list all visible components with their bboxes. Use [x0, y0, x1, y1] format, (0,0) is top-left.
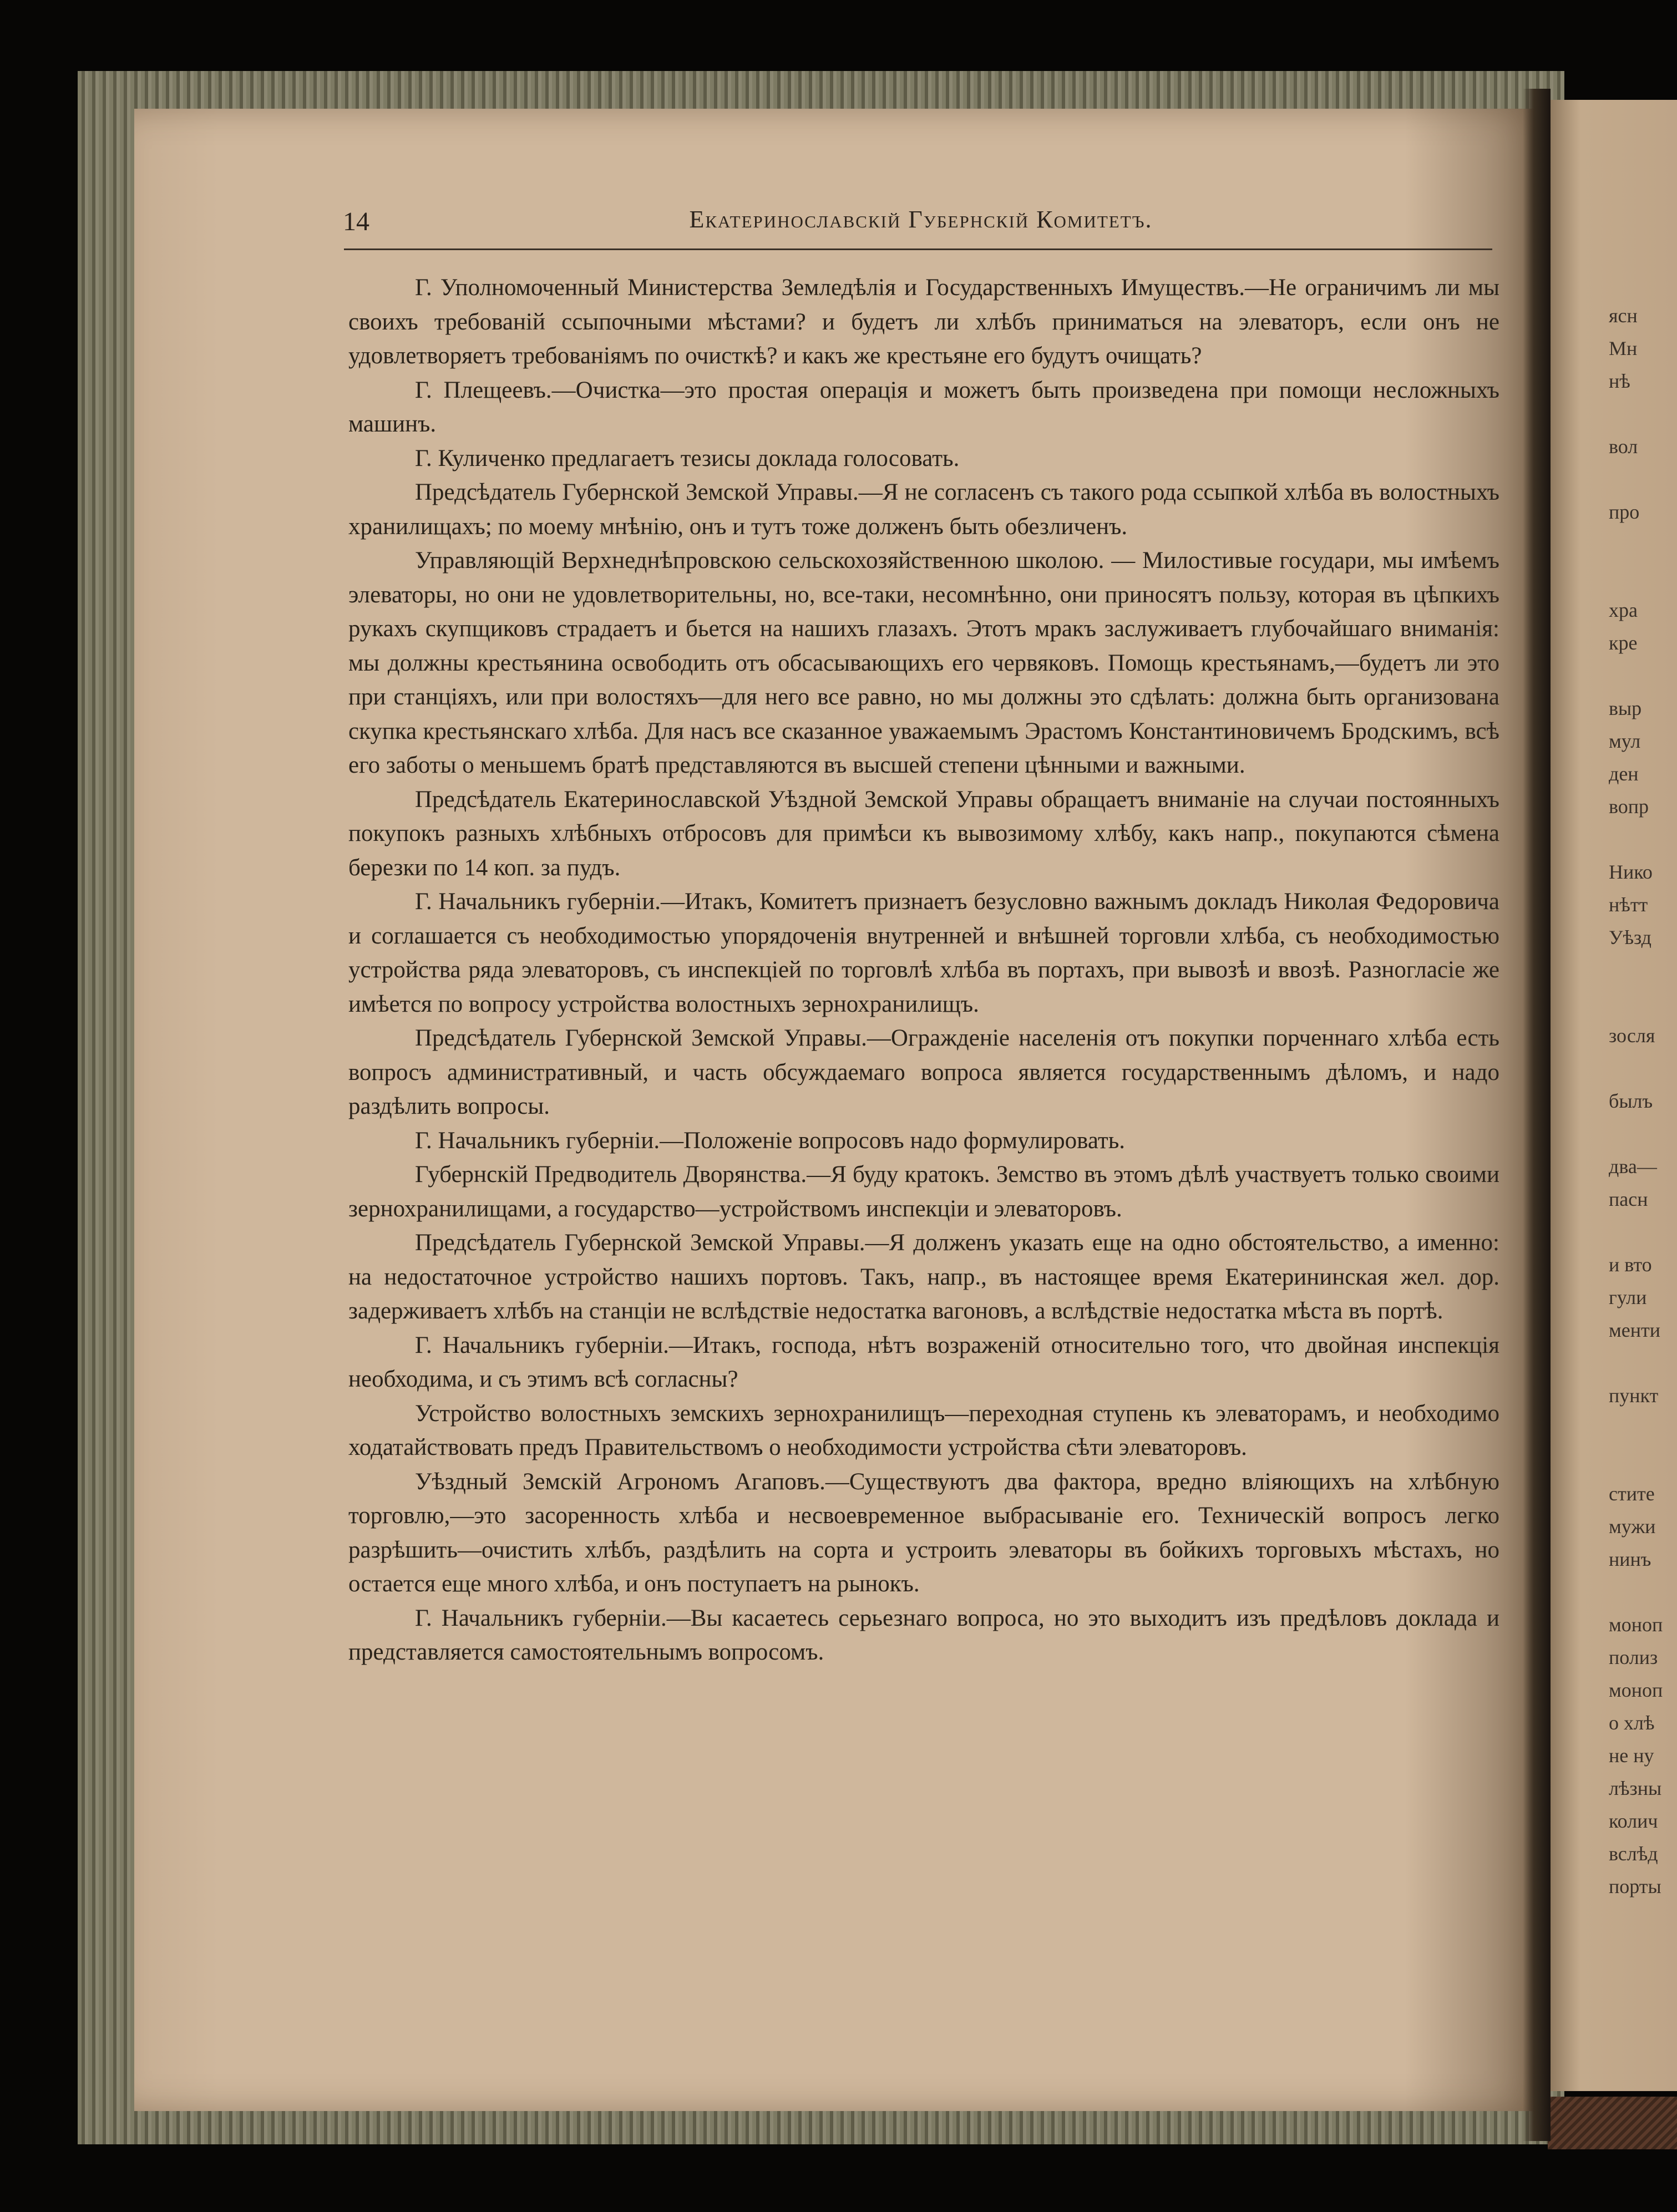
adjacent-page-fragment — [1609, 529, 1675, 561]
adjacent-page-fragment: полиз — [1609, 1646, 1658, 1668]
adjacent-page-fragment: мул — [1609, 730, 1641, 752]
paragraph: Г. Начальникъ губерніи.—Итакъ, Комитетъ признаетъ безусловно важнымъ докладъ Николая Федоровича и соглашается съ необходимостью упорядоченія внутренней и внѣшней торговли хлѣба, съ необходимостью устройства ряда элеваторовъ, съ инспекціей по торговлѣ хлѣба въ портахъ, при вывозѣ и ввозѣ. Разногласіе же имѣется по вопросу устройства волостныхъ зернохранилищъ. — [348, 889, 1499, 1017]
adjacent-page-fragment: колич — [1609, 1810, 1658, 1832]
adjacent-page-fragment: зосля — [1609, 1024, 1655, 1047]
adjacent-page-fragment — [1609, 1412, 1675, 1445]
header-rule — [344, 248, 1492, 250]
adjacent-page-fragment: не ну — [1609, 1744, 1654, 1767]
adjacent-page-fragment — [1609, 823, 1675, 856]
adjacent-page-fragment — [1609, 1347, 1675, 1379]
adjacent-page-fragment: про — [1609, 501, 1640, 523]
adjacent-page-fragment — [1609, 463, 1675, 496]
adjacent-page-fragment — [1609, 1445, 1675, 1478]
adjacent-page-fragment: пункт — [1609, 1384, 1659, 1407]
adjacent-page-fragment: Уѣзд — [1609, 926, 1651, 948]
paragraph: Предсѣдатель Губернской Земской Управы.—Огражденіе населенія отъ покупки порченнаго хлѣба есть вопросъ административный, и часть обсуждаемаго вопроса является государственнымъ дѣломъ, и надо раздѣлить вопросы. — [348, 1025, 1499, 1119]
paragraph: Устройство волостныхъ земскихъ зернохранилищъ—переходная ступень къ элеваторамъ, и необходимо ходатайствовать предъ Правительствомъ о необходимости устройства сѣти элеваторовъ. — [348, 1400, 1499, 1460]
adjacent-page-fragment: пасн — [1609, 1188, 1648, 1210]
adjacent-page-fragment: моноп — [1609, 1679, 1663, 1701]
adjacent-page-fragment: Нико — [1609, 861, 1653, 883]
adjacent-page-fragment: вслѣд — [1609, 1843, 1658, 1865]
paragraph: Г. Куличенко предлагаетъ тезисы доклада голосовать. — [415, 445, 960, 471]
adjacent-page-fragment: нѣтт — [1609, 894, 1648, 916]
running-title: Екатеринославскій Губернскій Комитетъ. — [689, 206, 1153, 233]
adjacent-page-fragment: ден — [1609, 763, 1639, 785]
adjacent-page-fragment — [1609, 1052, 1675, 1085]
adjacent-page-fragment — [1609, 954, 1675, 987]
paragraph: Г. Плещеевъ.—Очистка—это простая операція и можетъ быть произведена при помощи несложныхъ машинъ. — [348, 377, 1499, 437]
adjacent-page-fragment: ясн — [1609, 305, 1638, 327]
adjacent-page-fragment: лѣзны — [1609, 1777, 1662, 1799]
adjacent-page-fragment: былъ — [1609, 1090, 1653, 1112]
adjacent-page-fragment: вол — [1609, 435, 1638, 458]
paragraph: Губернскій Предводитель Дворянства.—Я буду кратокъ. Земство въ этомъ дѣлѣ участвуетъ только своими зернохранилищами, а государство—устройствомъ инспекціи и элеваторовъ. — [348, 1161, 1499, 1222]
adjacent-page-fragment — [1609, 987, 1675, 1019]
paragraph: Уѣздный Земскій Агрономъ Агаповъ.—Существуютъ два фактора, вредно вліяющихъ на хлѣбную торговлю,—это засоренность хлѣба и несвоевременное выбрасываніе его. Техническій вопросъ легко разрѣшить—очистить хлѣбъ, раздѣлить на сорта и устроить элеваторы въ бойкихъ торговыхъ мѣстахъ, но остается еще много хлѣба, и онъ поступаетъ на рынокъ. — [348, 1468, 1499, 1597]
adjacent-page-fragment: о хлѣ — [1609, 1712, 1655, 1734]
adjacent-page-fragment: стите — [1609, 1483, 1655, 1505]
adjacent-page-fragment — [1609, 561, 1675, 594]
paragraph: Г. Уполномоченный Министерства Земледѣлія и Государственныхъ Имуществъ.—Не ограничимъ ли мы своихъ требованій ссыпочными мѣстами? и будетъ ли хлѣбъ приниматься на элеваторъ, если онъ не удовлетворяетъ требованіямъ по очисткѣ? и какъ же крестьяне его будутъ очищать? — [348, 275, 1499, 369]
page-number: 14 — [343, 207, 369, 236]
paragraph: Г. Начальникъ губерніи.—Итакъ, господа, нѣтъ возраженій относительно того, что двойная инспекція необходима, и съ этимъ всѣ согласны? — [348, 1332, 1499, 1392]
paragraph: Г. Начальникъ губерніи.—Вы касаетесь серьезнаго вопроса, но это выходитъ изъ предѣловъ доклада и представляется самостоятельнымъ вопросомъ. — [348, 1605, 1499, 1665]
adjacent-page-fragment: нѣ — [1609, 370, 1630, 392]
adjacent-page-fragment: и вто — [1609, 1254, 1652, 1276]
adjacent-page-fragment: Мн — [1609, 337, 1638, 359]
adjacent-page-fragment — [1609, 659, 1675, 692]
page-gutter-shadow — [1523, 89, 1551, 2141]
adjacent-page-fragment — [1609, 398, 1675, 430]
paragraph: Предсѣдатель Губернской Земской Управы.—Я не согласенъ съ такого рода ссыпкой хлѣба въ волостныхъ хранилищахъ; по моему мнѣнію, онъ и тутъ тоже долженъ быть обезличенъ. — [348, 479, 1499, 540]
adjacent-page-fragment: выр — [1609, 697, 1642, 719]
adjacent-page-fragment: моноп — [1609, 1614, 1663, 1636]
adjacent-page-fragment — [1609, 1216, 1675, 1249]
adjacent-page-fragment: нинъ — [1609, 1548, 1651, 1570]
adjacent-page-fragment — [1609, 1576, 1675, 1609]
paragraph: Предсѣдатель Губернской Земской Управы.—Я долженъ указать еще на одно обстоятельство, а именно: на недостаточное устройство нашихъ портовъ. Такъ, напр., въ настоящее время Екатерининская жел. дор. задерживаетъ хлѣбъ на станціи не вслѣдствіе недостатка вагоновъ, а вслѣдствіе недостатка мѣста въ портѣ. — [348, 1230, 1499, 1324]
paragraph: Г. Начальникъ губерніи.—Положеніе вопросовъ надо формулировать. — [415, 1127, 1126, 1154]
running-header — [344, 205, 1498, 244]
paragraph: Предсѣдатель Екатеринославской Уѣздной Земской Управы обращаетъ вниманіе на случаи постоянныхъ покупокъ разныхъ хлѣбныхъ отбросовъ для примѣси къ вывозимому хлѣбу, какъ напр., покупаются сѣмена березки по 14 коп. за пудъ. — [348, 786, 1499, 881]
page-body — [348, 271, 1499, 1670]
adjacent-page-fragment: кре — [1609, 632, 1638, 654]
adjacent-page-fragment: мужи — [1609, 1515, 1656, 1538]
adjacent-page-fragment — [1609, 1118, 1675, 1150]
paragraph: Управляющій Верхнеднѣпровскою сельскохозяйственною школою. — Милостивые государи, мы имѣемъ элеваторы, но они не удовлетворительны, но, все-таки, несомнѣнно, они приносятъ пользу, которая въ цѣпкихъ рукахъ скупщиковъ страдаетъ и бьется на нашихъ глазахъ. Этотъ мракъ заслуживаетъ глубочайшаго вниманія: мы должны крестьянина освободить отъ обсасывающихъ его червяковъ. Помощь крестьянамъ,—будетъ ли это при станціяхъ, или при волостяхъ—для него все равно, но мы должны это сдѣлать: должна быть организована скупка крестьянскаго хлѣба. Для насъ все сказанное уважаемымъ Эрастомъ Константиновичемъ Бродскимъ, всѣ его заботы о меньшемъ братѣ представляются въ высшей степени цѣнными и важными. — [348, 547, 1499, 778]
adjacent-cover-edge — [1548, 2097, 1677, 2149]
adjacent-page-fragment: менти — [1609, 1319, 1661, 1341]
adjacent-page-text — [1609, 300, 1675, 1903]
adjacent-page-fragment: вопр — [1609, 795, 1649, 818]
adjacent-page-fragment: два— — [1609, 1155, 1657, 1178]
adjacent-page-fragment: гули — [1609, 1286, 1647, 1308]
adjacent-page-fragment: хра — [1609, 599, 1638, 621]
adjacent-page-fragment: порты — [1609, 1875, 1661, 1898]
